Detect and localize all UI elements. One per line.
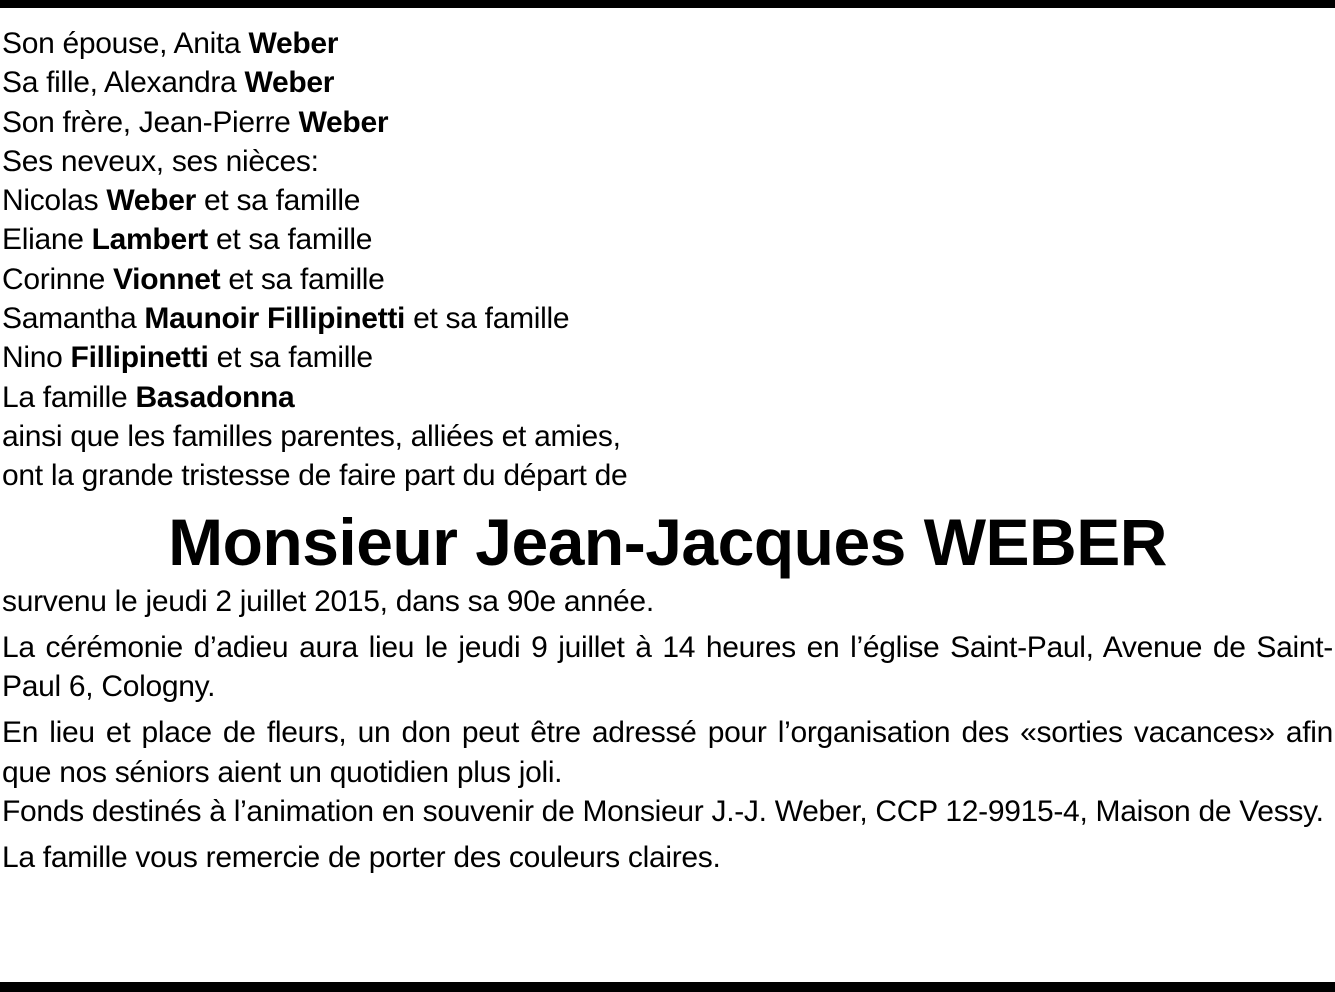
intro-line: ont la grande tristesse de faire part du départ de xyxy=(2,459,628,493)
family-line xyxy=(2,260,1333,299)
family-line xyxy=(2,181,1333,220)
family-relation: Samantha xyxy=(2,302,145,336)
family-relation: Sa fille, Alexandra xyxy=(2,66,245,100)
funds-info: Fonds destinés à l’animation en souvenir de Monsieur J.-J. Weber, CCP 12-9915-4, Maison de Vessy. xyxy=(2,795,1324,829)
family-suffix: et sa famille xyxy=(195,184,361,218)
ceremony-info: La cérémonie d’adieu aura lieu le jeudi 9 juillet à 14 heures en l’église Saint-Paul, Avenue de Saint-Paul 6, Cologny. xyxy=(2,630,1333,704)
family-line xyxy=(2,63,1333,102)
bottom-rule xyxy=(0,982,1335,992)
family-surname: Fillipinetti xyxy=(70,341,209,375)
family-relation: Corinne xyxy=(2,262,113,296)
family-relation: Son frère, Jean-Pierre xyxy=(2,105,299,139)
family-line xyxy=(2,299,1333,338)
family-suffix: et sa famille xyxy=(207,223,373,257)
family-relation: Nicolas xyxy=(2,184,107,218)
family-line xyxy=(2,24,1333,63)
death-notice: survenu le jeudi 2 juillet 2015, dans sa 90e année. xyxy=(2,584,654,618)
family-line xyxy=(2,338,1333,377)
family-surname: Weber xyxy=(106,184,196,218)
obituary-notice xyxy=(2,24,1333,878)
family-surname: Weber xyxy=(298,105,389,139)
family-relation: Ses neveux, ses nièces: xyxy=(2,144,319,178)
family-surname: Basadonna xyxy=(135,380,295,414)
family-relation: Nino xyxy=(2,341,71,375)
deceased-name: Monsieur Jean-Jacques WEBER xyxy=(168,504,1167,579)
family-relation: Son épouse, Anita xyxy=(2,27,249,60)
family-suffix: et sa famille xyxy=(405,302,570,336)
closing-note: La famille vous remercie de porter des couleurs claires. xyxy=(2,841,721,875)
family-suffix: et sa famille xyxy=(208,341,373,375)
family-relation: Eliane xyxy=(2,223,92,257)
family-surname: Lambert xyxy=(91,223,208,257)
family-line xyxy=(2,103,1333,142)
family-suffix: et sa famille xyxy=(220,262,385,296)
family-relation: La famille xyxy=(2,380,136,414)
donation-info: En lieu et place de fleurs, un don peut être adressé pour l’organisation des «sorties vacances» afin que nos séniors aient un quotidien plus joli. xyxy=(2,716,1333,789)
family-line xyxy=(2,220,1333,259)
family-line xyxy=(2,142,1333,181)
family-surname: Maunoir Fillipinetti xyxy=(144,302,406,336)
family-surname: Weber xyxy=(248,27,339,60)
family-surname: Weber xyxy=(244,66,335,100)
family-line xyxy=(2,378,1333,417)
intro-line: ainsi que les familles parentes, alliées et amies, xyxy=(2,419,621,453)
top-rule xyxy=(0,0,1335,8)
family-surname: Vionnet xyxy=(113,262,221,296)
